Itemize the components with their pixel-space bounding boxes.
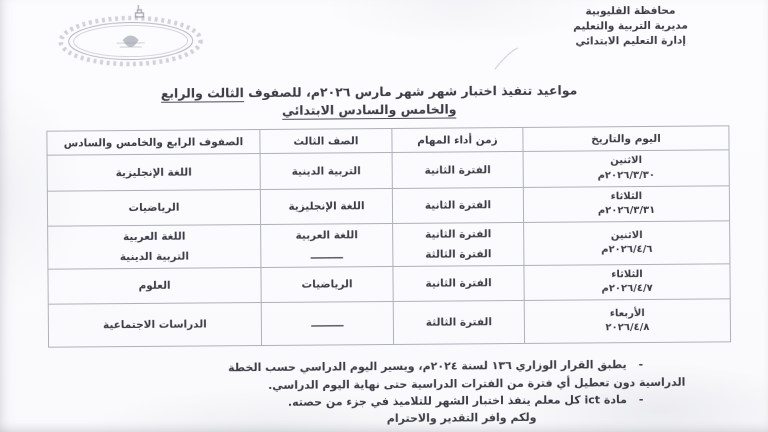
letterhead	[518, 3, 742, 50]
date-value: ٢٠٢٦/٣/٣١م	[597, 204, 656, 217]
cell-day-date	[523, 186, 729, 223]
cell-grade3-subject: التربية الدينية	[260, 152, 392, 189]
cell-grade3-subject: الرياضيات	[261, 266, 393, 302]
cell-period: الفترة الثانية	[392, 151, 523, 188]
title-text: مواعيد تنفيذ اختبار شهر شهر مارس ٢٠٢٦م، للصفوف	[243, 82, 578, 101]
table-row	[47, 150, 729, 191]
cell-period: الفترة الثانية	[392, 187, 523, 223]
col-header-task-time: زمن أداء المهام	[392, 127, 523, 152]
dash-bullet: -	[638, 358, 644, 372]
col-header-grade3: الصف الثالث	[260, 128, 392, 153]
date-value: ٢٠٢٦/٣/٣٠م	[597, 169, 655, 181]
cell-period: الفترة الثانية الفترة الثالثة	[393, 222, 524, 266]
date-value: ٢٠٢٦/٤/٦م	[601, 243, 653, 256]
closing-salutation: ولكم وافر التقدير والاحترام	[386, 410, 537, 426]
note-ict: -مادة ict كل معلم ينفذ اختبار الشهر للتلاميذ في جزء من حصته.	[287, 393, 644, 409]
day-name: الاثنين	[610, 229, 643, 241]
table-row	[48, 264, 730, 304]
letterhead-governorate: محافظة القليوبية	[585, 4, 676, 18]
title-underlined-grades: الثالث والرابع	[160, 85, 244, 101]
cell-day-date	[523, 150, 729, 188]
day-name: الثلاثاء	[610, 190, 643, 202]
dash-bullet: -	[638, 393, 644, 407]
col-header-grades456: الصفوف الرابع والخامس والسادس	[47, 130, 260, 156]
letterhead-administration: إدارة التعليم الابتدائي	[575, 34, 687, 48]
date-value: ٢٠٢٦/٤/٧م	[601, 282, 653, 295]
cell-period: الفترة الثانية	[393, 265, 524, 301]
day-name: الأربعاء	[609, 307, 645, 319]
cell-day-date	[524, 299, 730, 344]
letterhead-directorate: مديرية التربية والتعليم	[573, 19, 688, 33]
note-decree-continuation: الدراسية دون تعطيل أي فترة من الفترات الدراسية حتى نهاية اليوم الدراسي.	[268, 375, 686, 392]
cell-grade3-subject: اللغة العربية ـــــــــ	[261, 223, 393, 267]
scan-pen-mark	[491, 45, 521, 71]
governorate-emblem-icon	[50, 1, 211, 70]
dash-placeholder: ـــــــــ	[261, 301, 393, 345]
day-name: الاثنين	[610, 155, 643, 167]
note-decree: -يطبق القرار الوزاري ١٣٦ لسنة ٢٠٢٤م، ويسير اليوم الدراسي حسب الخطة	[228, 358, 644, 375]
cell-grades456-subject: اللغة العربية التربية الدينية	[48, 225, 261, 270]
cell-grade3-subject: اللغة الإنجليزية	[260, 188, 392, 224]
cell-day-date	[524, 221, 730, 266]
table-row	[47, 186, 729, 226]
table-row	[48, 221, 730, 269]
exam-schedule-table	[46, 125, 731, 347]
cell-period: الفترة الثالثة	[393, 300, 524, 344]
footer-notes	[83, 356, 686, 413]
cell-grades456-subject: العلوم	[48, 268, 261, 305]
cell-grades456-subject: الرياضيات	[47, 190, 260, 227]
document-title	[69, 81, 669, 122]
day-name: الثلاثاء	[611, 268, 643, 280]
cell-grades456-subject: اللغة الإنجليزية	[47, 154, 260, 192]
table-row	[48, 299, 730, 347]
title-line-2: والخامس والسادس الابتدائي	[281, 101, 457, 118]
dash-placeholder: ـــــــــ	[310, 249, 344, 262]
cell-grades456-subject: الدراسات الاجتماعية	[48, 303, 261, 348]
cell-day-date	[524, 264, 730, 301]
date-value: ٢٠٢٦/٤/٨	[605, 321, 650, 334]
col-header-day-date: اليوم والتاريخ	[523, 126, 729, 152]
